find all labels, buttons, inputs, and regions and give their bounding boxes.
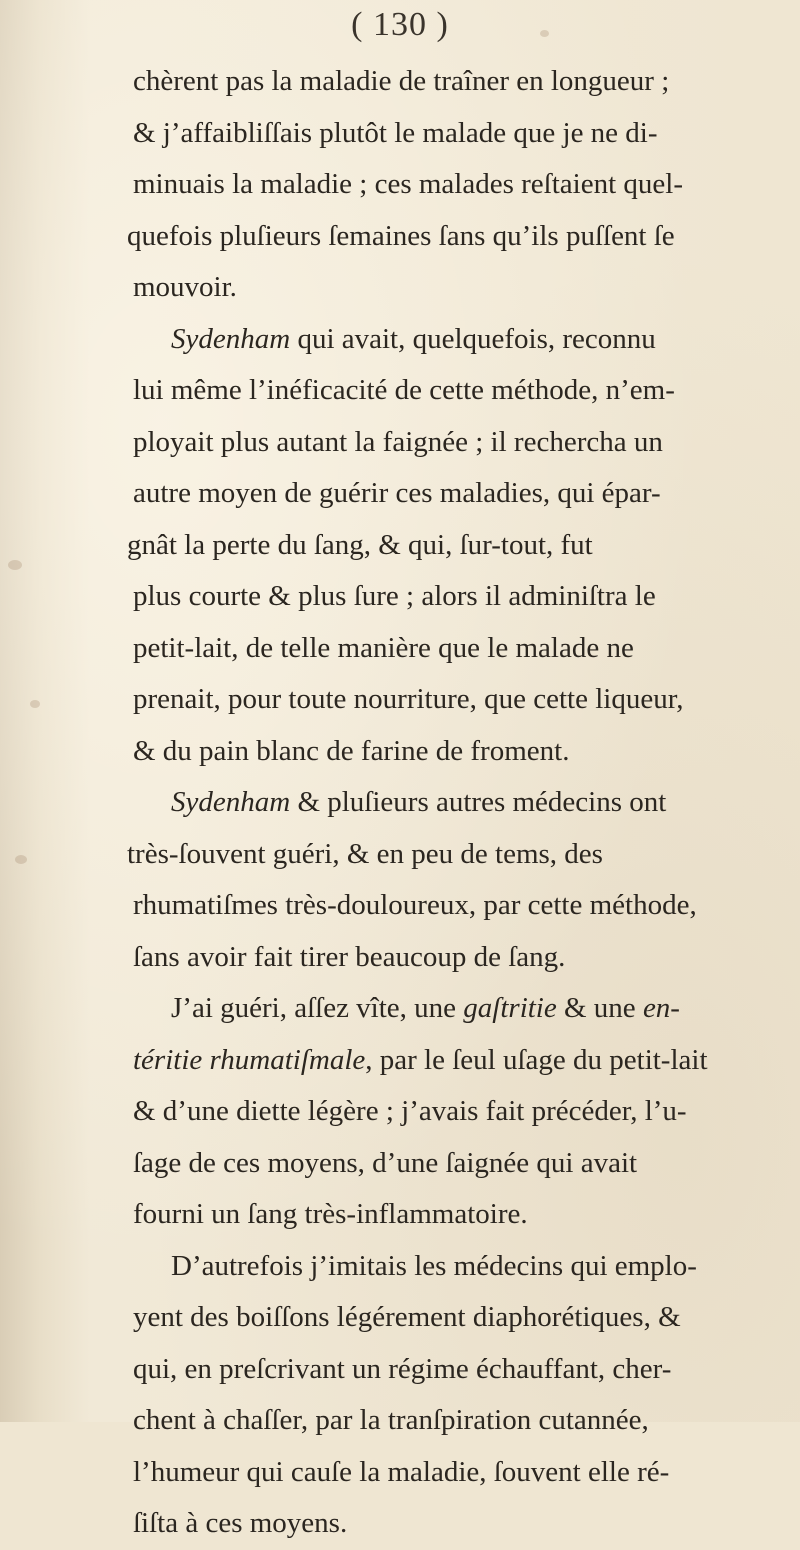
text-line: gnât la perte du ſang, & qui, ſur-tout, fut [127,528,593,561]
body-text [127,56,773,1550]
paper-stain [8,560,22,570]
italic-term: gaſtritie [463,992,557,1024]
text-line: yent des boiſſons légérement diaphorétiques, & [133,1301,681,1333]
text-line: chent à chaſſer, par la tranſpiration cutannée, [133,1404,649,1436]
text-line: autre moyen de guérir ces maladies, qui épar- [133,477,661,509]
text-fragment: qui avait, quelquefois, reconnu [290,322,656,355]
text-line: ſiſta à ces moyens. [133,1507,348,1539]
paragraph-start-line: D’autrefois j’imitais les médecins qui emplo- [171,1249,697,1282]
text-line [133,1035,773,1087]
text-fragment: , par le ſeul uſage du petit-lait [365,1043,708,1076]
text-line: plus courte & plus ſure ; alors il adminiſtra le [133,580,656,612]
text-line: & d’une diette légère ; j’avais fait précéder, l’u- [133,1095,687,1127]
text-line: prenait, pour toute nourriture, que cette liqueur, [133,683,684,715]
italic-term: en- [642,992,680,1024]
text-line: ſans avoir fait tirer beaucoup de ſang. [133,940,566,973]
text-line: & j’affaibliſſais plutôt le malade que je ne di- [133,116,658,149]
text-line: ſage de ces moyens, d’une ſaignée qui avait [133,1146,638,1179]
paragraph-start-line [133,983,773,1035]
italic-term: téritie rhumatiſmale [133,1043,366,1076]
text-line: mouvoir. [133,271,237,303]
text-fragment: & pluſieurs autres médecins ont [290,786,667,818]
paragraph-start-line [133,777,773,829]
text-line: rhumatiſmes très-douloureux, par cette méthode, [133,889,697,921]
text-line: chèrent pas la maladie de traîner en longueur ; [133,65,670,97]
text-fragment: & une [556,992,643,1024]
text-line: qui, en preſcrivant un régime échauffant, cher- [133,1352,672,1385]
text-line: quefois pluſieurs ſemaines ſans qu’ils puſſent ſe [127,219,675,252]
paper-stain [15,855,27,864]
paragraph-start-line [133,314,773,366]
text-fragment: J’ai guéri, aſſez vîte, une [171,992,464,1024]
text-line: petit-lait, de telle manière que le malade ne [133,631,634,664]
text-line: l’humeur qui cauſe la maladie, ſouvent elle ré- [133,1455,670,1488]
text-line: ployait plus autant la faignée ; il rechercha un [133,425,663,458]
italic-name: Sydenham [171,322,291,355]
text-line: lui même l’inéficacité de cette méthode, n’em- [133,374,675,406]
text-line: minuais la maladie ; ces malades reſtaient quel- [133,168,683,200]
page-number: ( 130 ) [351,6,449,43]
text-line: & du pain blanc de farine de froment. [133,734,570,767]
paper-stain [30,700,40,708]
text-line: très-ſouvent guéri, & en peu de tems, des [127,837,603,870]
italic-name: Sydenham [171,786,291,818]
text-line: fourni un ſang très-inflammatoire. [133,1198,528,1230]
